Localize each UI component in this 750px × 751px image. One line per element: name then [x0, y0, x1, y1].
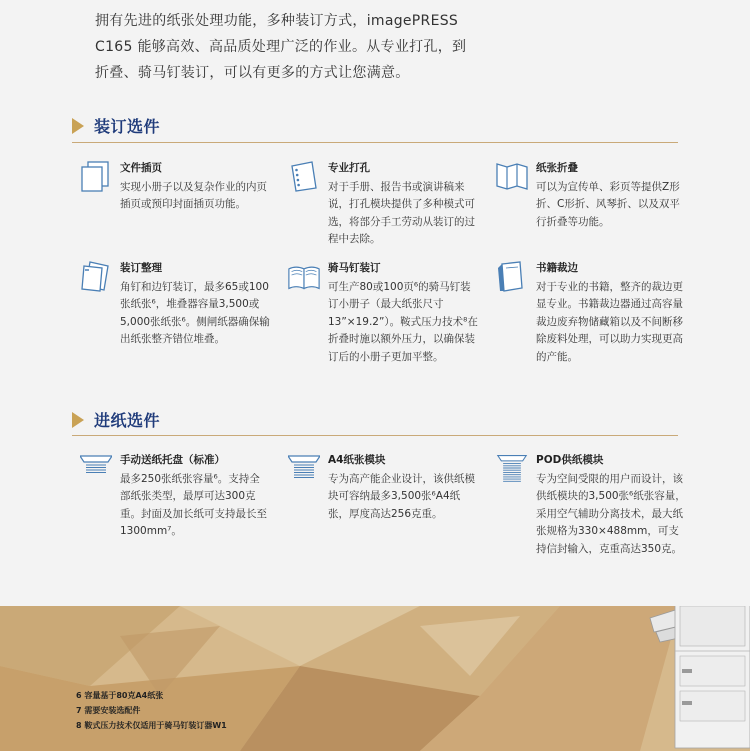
book-trim-icon [496, 260, 528, 292]
binding-section-title [72, 114, 160, 137]
option-title: 书籍裁边 [536, 262, 578, 274]
option-description: 对于专业的书籍，整齐的裁边更显专业。书籍裁边器通过高容量裁边废弃物储藏箱以及不间断移除废料处理，可以助力实现更高的产能。 [536, 280, 683, 363]
option-description: 实现小册子以及复杂作业的内页插页或预印封面插页功能。 [120, 180, 267, 210]
option-title: POD供纸模块 [536, 454, 604, 466]
intro-line: 折叠、骑马钉装订，可以有更多的方式让您满意。 [95, 65, 410, 81]
option-title: 手动送纸托盘（标准） [120, 454, 225, 466]
pod-deck-icon [496, 452, 528, 484]
option-title: 纸张折叠 [536, 162, 578, 174]
option-description: 可生产80或100页⁶的骑马钉装订小册子（最大纸张尺寸13”×19.2”）。鞍式压力技术⁸在折叠时施以额外压力，以确保装订后的小册子更加平整。 [328, 280, 478, 363]
intro-line: 拥有先进的纸张处理功能，多种装订方式，imagePRESS [95, 13, 459, 29]
section-divider [72, 142, 678, 143]
option-title: 骑马钉装订 [328, 262, 381, 274]
intro-paragraph [95, 8, 515, 86]
footnote: 7 需要安装选配件 [76, 706, 141, 715]
printer-image [640, 606, 750, 751]
footnote: 6 容量基于80克A4纸张 [76, 691, 164, 700]
option-description: 对于手册、报告书或演讲稿来说，打孔模块提供了多种模式可选，将部分手工劳动从装订的过程中去除。 [328, 180, 475, 245]
option-title: 文件插页 [120, 162, 162, 174]
hole-punch-icon [288, 160, 320, 192]
option-description: 专为空间受限的用户而设计，该供纸模块的3,500张⁶纸张容量，采用空气辅助分离技术，最大纸张规格为330×488mm，可支持信封输入，克重高达350克。 [536, 472, 686, 555]
triangle-bullet-icon [72, 412, 84, 428]
paper-fold-icon [496, 160, 528, 192]
option-description: 最多250张纸张容量⁶。支持全部纸张类型，最厚可达300克重。封面及加长纸可支持最长至1300mm⁷。 [120, 472, 267, 537]
document-insert-icon [80, 160, 112, 192]
intro-line: C165 能够高效、高品质处理广泛的作业。从专业打孔，到 [95, 39, 467, 55]
a4-paper-module-icon [288, 452, 320, 484]
option-title: A4纸张模块 [328, 454, 386, 466]
section-heading: 装订选件 [94, 117, 161, 136]
footnotes [76, 688, 227, 733]
staple-stack-icon [80, 260, 112, 292]
saddle-stitch-icon [288, 260, 320, 292]
option-title: 专业打孔 [328, 162, 370, 174]
option-title: 装订整理 [120, 262, 162, 274]
triangle-bullet-icon [72, 118, 84, 134]
section-divider [72, 435, 678, 436]
manual-tray-icon [80, 452, 112, 484]
option-description: 专为高产能企业设计，该供纸模块可容纳最多3,500张⁶A4纸张，厚度高达256克重。 [328, 472, 475, 520]
feeding-section-title [72, 408, 160, 431]
option-description: 角钉和边钉装订，最多65或100张纸张⁶，堆叠器容量3,500或5,000张纸张⁶。侧闸纸器确保输出纸张整齐错位堆叠。 [120, 280, 270, 345]
footnote: 8 鞍式压力技术仅适用于骑马钉装订器W1 [76, 721, 227, 730]
option-description: 可以为宣传单、彩页等提供Z形折、C形折、风琴折、以及双平行折叠等功能。 [536, 180, 680, 228]
section-heading: 进纸选件 [94, 411, 161, 430]
